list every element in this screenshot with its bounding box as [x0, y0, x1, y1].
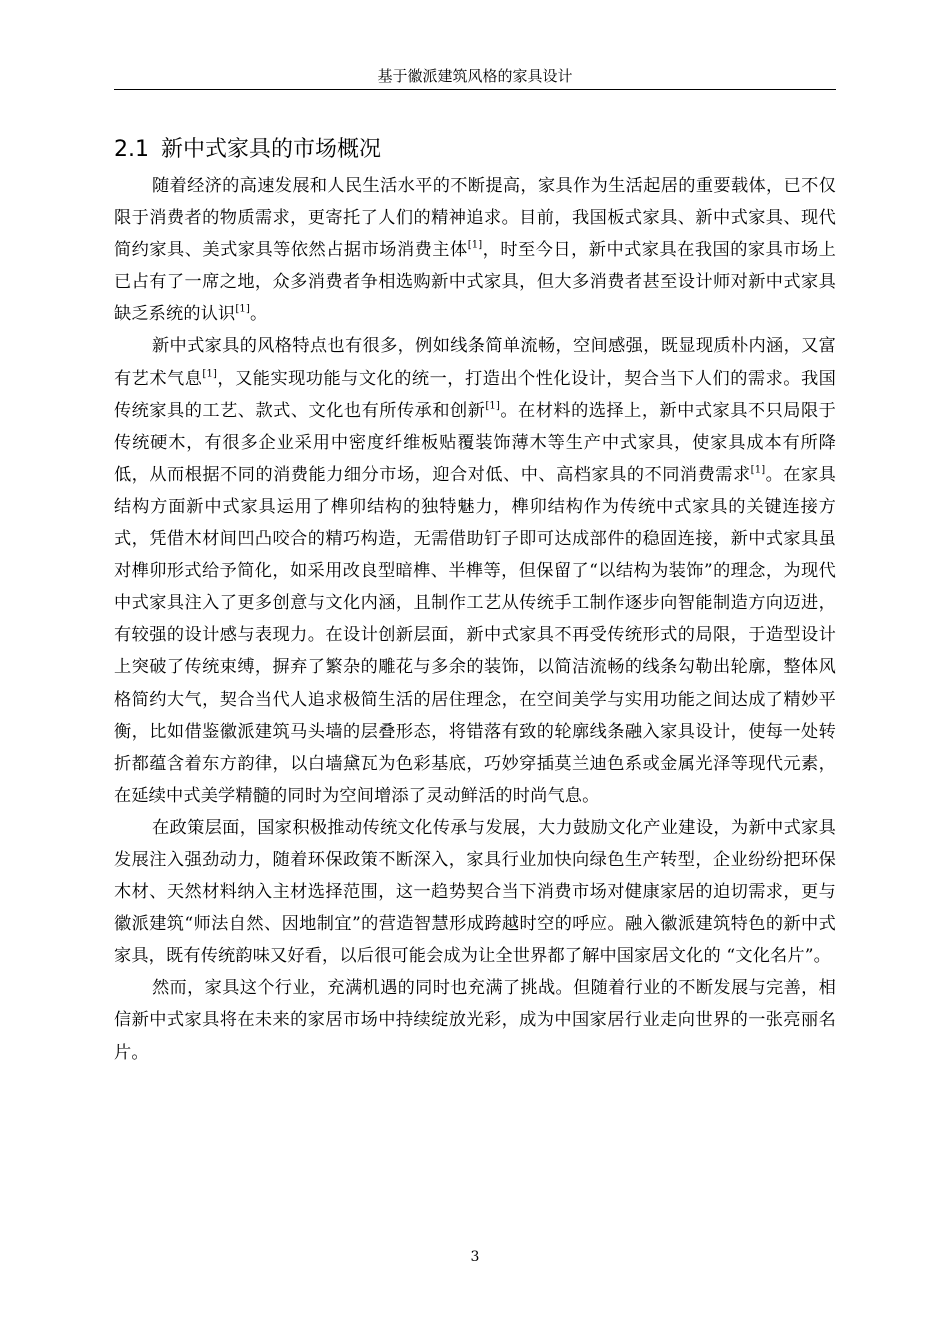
section-heading: [114, 134, 381, 166]
body-paragraph: [114, 170, 836, 330]
citation-marker: [1]: [750, 464, 766, 476]
page-number: 3: [470, 1249, 480, 1265]
paragraph-text: ，又能实现功能与文化的统一，打造出个性化设计，契合当下人们的需求。我国传统家具的工艺、款式、文化也有所传承和创新: [114, 368, 836, 421]
paragraph-text: 在政策层面，国家积极推动传统文化传承与发展，大力鼓励文化产业建设，为新中式家具发展注入强劲动力，随着环保政策不断深入，家具行业加快向绿色生产转型，企业纷纷把环保木材、天然材料纳入主材选择范围，这一趋势契合当下消费市场对健康家居的迫切需求，更与徽派建筑“师法自然、因地制宜”的营造智慧形成跨越时空的呼应。融入徽派建筑特色的新中式家具，既有传统韵味又好看，以后很可能会成为让全世界都了解中国家居文化的 “文化名片”。: [114, 817, 836, 967]
citation-marker: [1]: [485, 400, 500, 412]
paragraph-text: 随着经济的高速发展和人民生活水平的不断提高，家具作为生活起居的重要载体，已不仅限于消费者的物质需求，更寄托了人们的精神追求。目前，我国板式家具、新中式家具、现代简约家具、美式家具等依然占据市场消费主体: [114, 176, 836, 261]
citation-marker: [1]: [235, 303, 250, 315]
running-header: 基于徽派建筑风格的家具设计: [377, 67, 573, 85]
paragraph-text: 。在家具结构方面新中式家具运用了榫卯结构的独特魅力，榫卯结构作为传统中式家具的关键连接方式，凭借木材间凹凸咬合的精巧构造，无需借助钉子即可达成部件的稳固连接，新中式家具虽对榫卯形式给予简化，如采用改良型暗榫、半榫等，但保留了“以结构为装饰”的理念，为现代中式家具注入了更多创意与文化内涵，且制作工艺从传统手工制作逐步向智能制造方向迈进，有较强的设计感与表现力。在设计创新层面，新中式家具不再受传统形式的局限，于造型设计上突破了传统束缚，摒弃了繁杂的雕花与多余的装饰，以简洁流畅的线条勾勒出轮廓，整体风格简约大气，契合当代人追求极简生活的居住理念，在空间美学与实用功能之间达成了精妙平衡，比如借鉴徽派建筑马头墙的层叠形态，将错落有致的轮廓线条融入家具设计，使每一处转折都蕴含着东方韵律，以白墙黛瓦为色彩基底，巧妙穿插莫兰迪色系或金属光泽等现代元素，在延续中式美学精髓的同时为空间增添了灵动鲜活的时尚气息。: [114, 464, 837, 806]
paragraph-text: 新中式家具的风格特点也有很多，例如线条简单流畅，空间感强，既显现质朴内涵，又富有艺术气息: [114, 336, 836, 389]
section-title: 新中式家具的市场概况: [161, 137, 382, 163]
body-paragraph: [114, 330, 836, 811]
citation-marker: [1]: [202, 368, 218, 380]
paragraph-text: ，时至今日，新中式家具在我国的家具市场上已占有了一席之地，众多消费者争相选购新中式家具，但大多消费者甚至设计师对新中式家具缺乏系统的认识: [114, 240, 836, 325]
body-text: [114, 170, 836, 1069]
citation-marker: [1]: [467, 239, 483, 251]
paragraph-text: 然而，家具这个行业，充满机遇的同时也充满了挑战。但随着行业的不断发展与完善，相信新中式家具将在未来的家居市场中持续绽放光彩，成为中国家居行业走向世界的一张亮丽名片。: [114, 978, 836, 1063]
header-rule: [114, 89, 836, 90]
body-paragraph: [114, 812, 836, 972]
paragraph-text: 。: [250, 304, 268, 325]
section-number: 2.1: [114, 137, 149, 163]
paragraph-text: 。在材料的选择上，新中式家具不只局限于传统硬木，有很多企业采用中密度纤维板贴覆装饰薄木等生产中式家具，使家具成本有所降低，从而根据不同的消费能力细分市场，迎合对低、中、高档家具的不同消费需求: [114, 400, 836, 485]
body-paragraph: [114, 972, 836, 1068]
